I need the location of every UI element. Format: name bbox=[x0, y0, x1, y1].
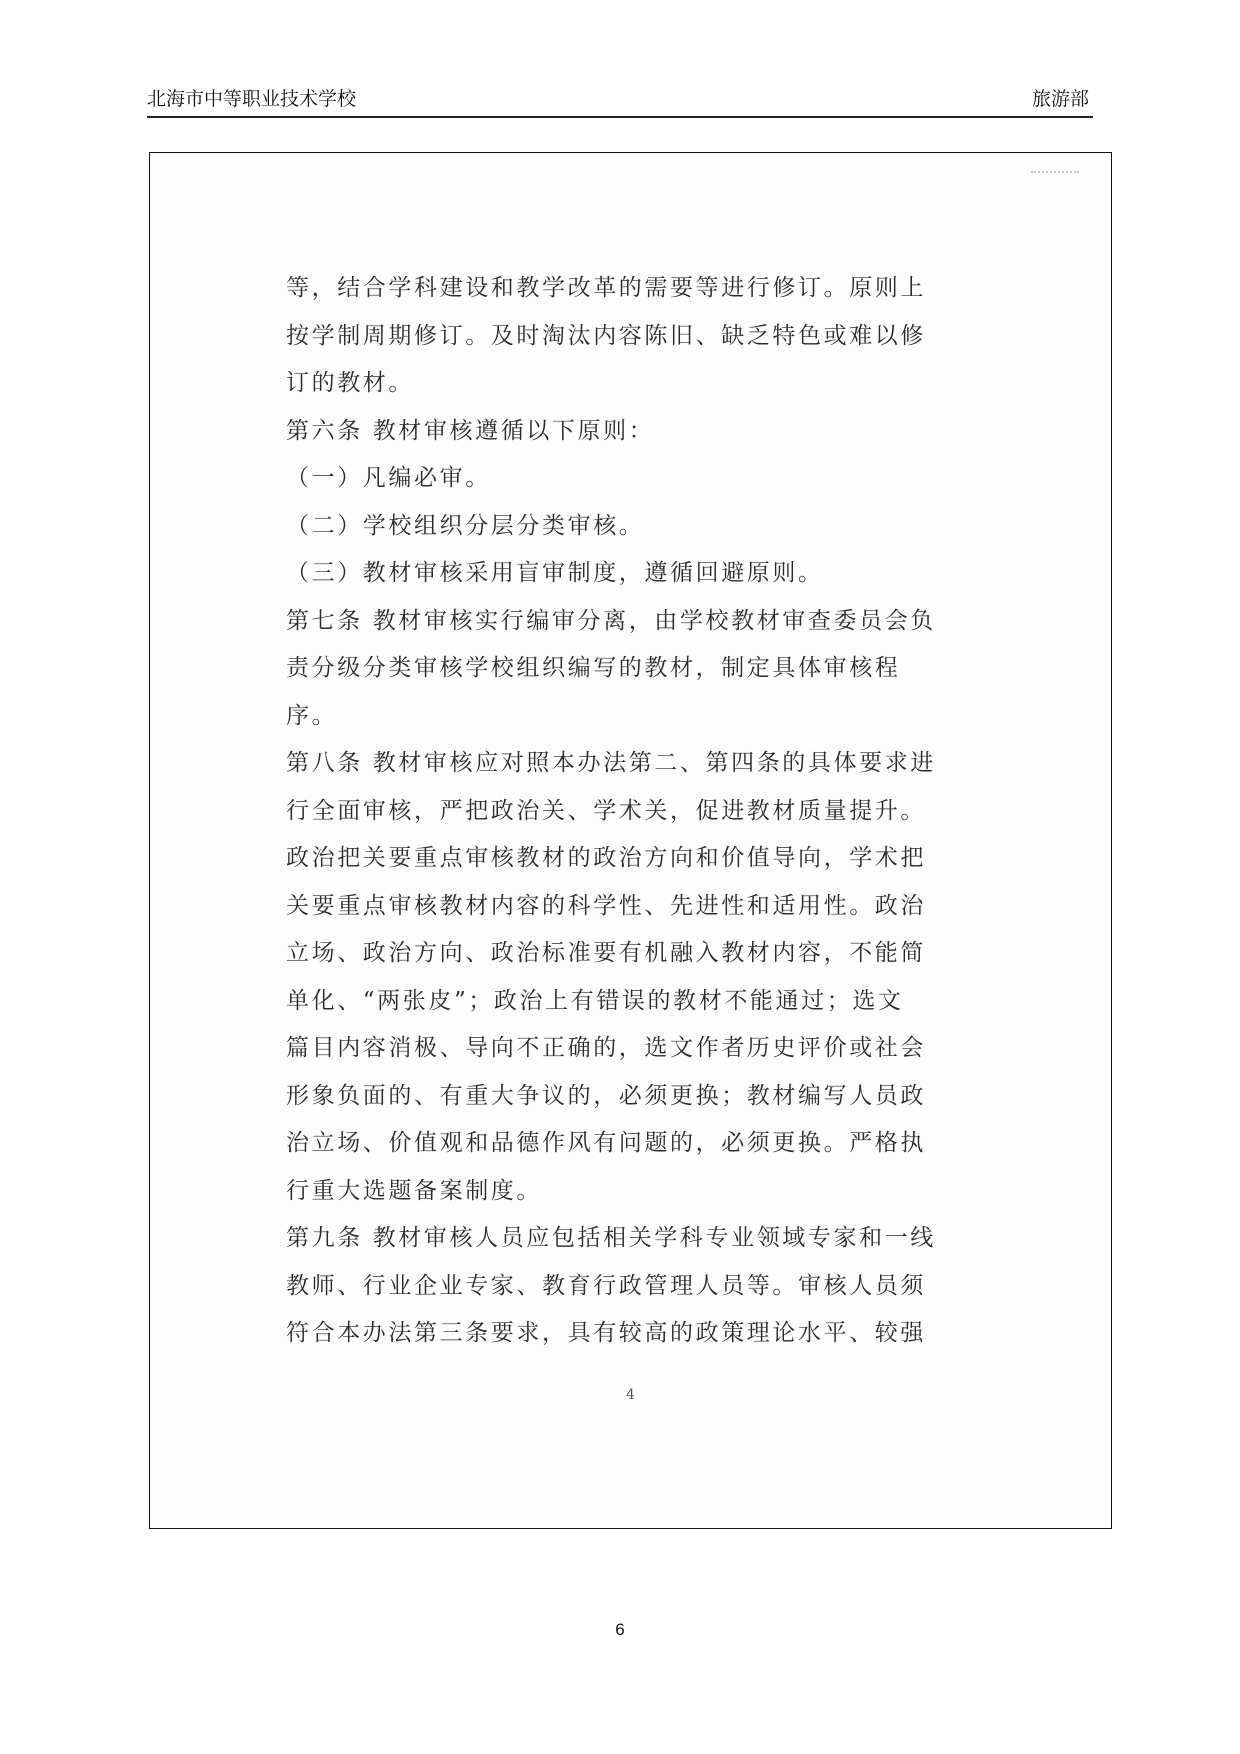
text-line: 按学制周期修订。及时淘汰内容陈旧、缺乏特色或难以修 bbox=[286, 322, 926, 349]
department-name: 旅游部 bbox=[1031, 88, 1089, 110]
text-line: 责分级分类审核学校组织编写的教材，制定具体审核程 bbox=[286, 655, 901, 681]
text-line: （二）学校组织分层分类审核。 bbox=[286, 512, 645, 539]
text-line: 第六条 教材审核遵循以下原则： bbox=[286, 417, 655, 444]
text-line: 教师、行业企业专家、教育行政管理人员等。审核人员须 bbox=[286, 1272, 926, 1299]
text-line: 符合本办法第三条要求，具有较高的政策理论水平、较强 bbox=[286, 1320, 926, 1346]
page-number: 6 bbox=[615, 1620, 625, 1639]
text-line: 订的教材。 bbox=[286, 370, 414, 396]
text-line: 篇目内容消极、导向不正确的，选文作者历史评价或社会 bbox=[286, 1035, 926, 1061]
scanned-page bbox=[149, 152, 1112, 1529]
scan-artifact bbox=[1031, 171, 1079, 180]
scanned-text-body bbox=[286, 265, 976, 1358]
scanned-page-number: 4 bbox=[626, 1387, 635, 1403]
text-line: 治立场、价值观和品德作风有问题的，必须更换。严格执 bbox=[286, 1130, 926, 1156]
text-line: 单化、“两张皮”；政治上有错误的教材不能通过；选文 bbox=[286, 987, 904, 1014]
text-line: （一）凡编必审。 bbox=[286, 465, 491, 491]
text-line: 行重大选题备案制度。 bbox=[286, 1177, 542, 1204]
text-line: 关要重点审核教材内容的科学性、先进性和适用性。政治 bbox=[286, 892, 926, 919]
text-line: 序。 bbox=[286, 702, 338, 729]
text-line: 第七条 教材审核实行编审分离，由学校教材审查委员会负 bbox=[286, 607, 936, 634]
text-line: 等，结合学科建设和教学改革的需要等进行修订。原则上 bbox=[286, 275, 926, 301]
text-line: 第九条 教材审核人员应包括相关学科专业领域专家和一线 bbox=[286, 1225, 936, 1251]
text-line: 形象负面的、有重大争议的，必须更换；教材编写人员政 bbox=[286, 1082, 926, 1109]
page-header bbox=[147, 86, 1093, 118]
text-line: 立场、政治方向、政治标准要有机融入教材内容，不能简 bbox=[286, 940, 926, 966]
text-line: 第八条 教材审核应对照本办法第二、第四条的具体要求进 bbox=[286, 750, 936, 776]
school-name: 北海市中等职业技术学校 bbox=[147, 88, 357, 110]
text-line: 政治把关要重点审核教材的政治方向和价值导向，学术把 bbox=[286, 845, 926, 871]
text-line: 行全面审核，严把政治关、学术关，促进教材质量提升。 bbox=[286, 797, 926, 824]
text-line: （三）教材审核采用盲审制度，遵循回避原则。 bbox=[286, 560, 824, 586]
